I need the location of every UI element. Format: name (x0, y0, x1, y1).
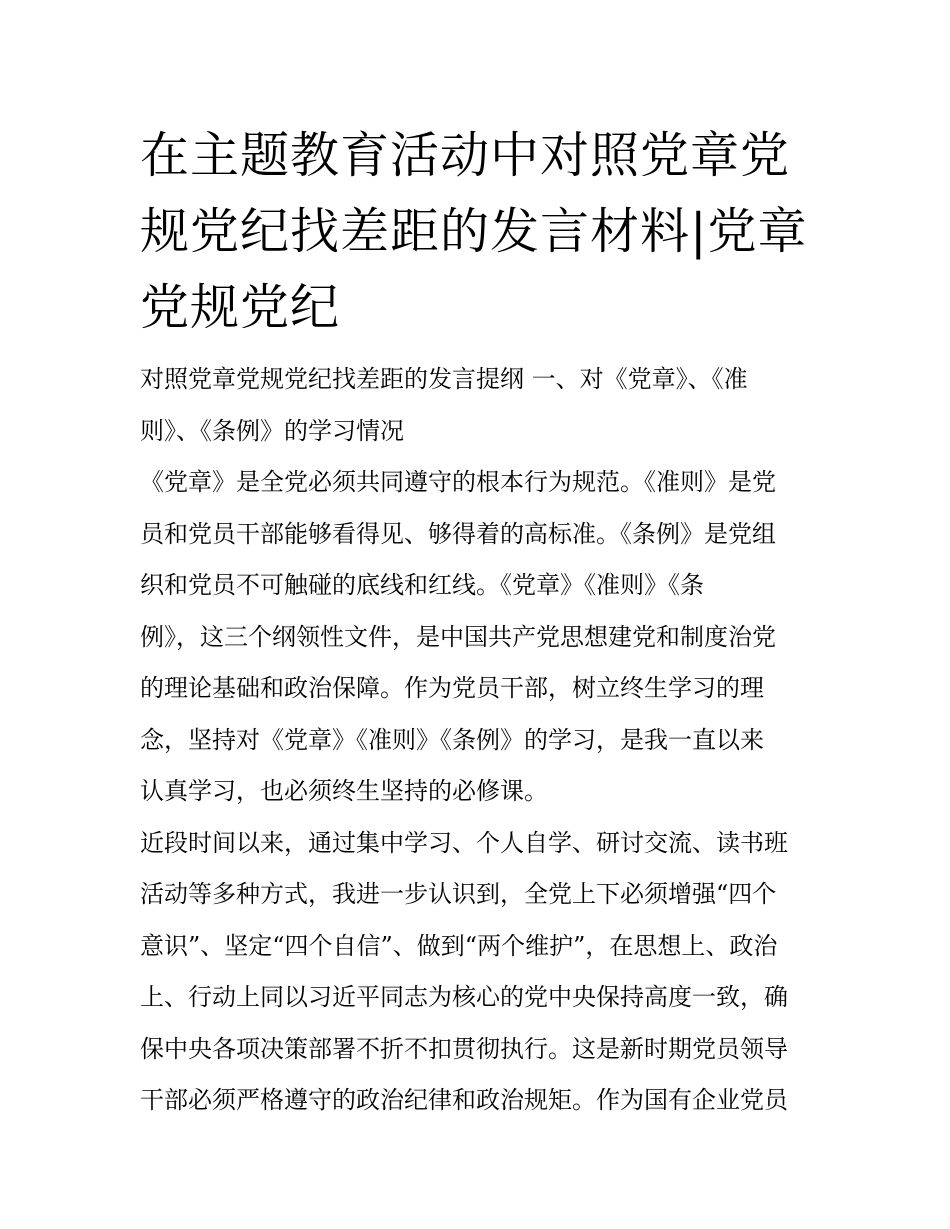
title-line-2: 规党纪找差距的发言材料|党章 (140, 203, 808, 260)
text-line: 员和党员干部能够看得见、够得着的高标准。《条例》是党组 (140, 519, 776, 548)
paragraph-outline-heading (140, 354, 820, 457)
text-line: 对照党章党规党纪找差距的发言提纲 一、对《党章》、《准 (140, 365, 748, 393)
text-line: 则》、《条例》的学习情况 (140, 416, 404, 445)
text-line: 活动等多种方式，我进一步认识到，全党上下必须增强“四个 (140, 880, 777, 908)
paragraph-documents (140, 457, 820, 818)
text-line: 干部必须严格遵守的政治纪律和政治规矩。作为国有企业党员 (140, 1086, 788, 1114)
document-title (140, 118, 820, 346)
text-line: 织和党员不可触碰的底线和红线。《党章》《准则》《条 (140, 571, 704, 599)
text-line: 上、行动上同以习近平同志为核心的党中央保持高度一致，确 (140, 983, 788, 1011)
text-line: 意识”、坚定“四个自信”、做到“两个维护”，在思想上、政治 (140, 931, 778, 960)
document-body (140, 354, 820, 1127)
title-line-1: 在主题教育活动中对照党章党 (140, 127, 791, 184)
paragraph-recent-study (140, 818, 820, 1127)
text-line: 念，坚持对《党章》《准则》《条例》的学习，是我一直以来 (140, 725, 764, 754)
title-line-3: 党规党纪 (140, 279, 341, 336)
text-line: 认真学习，也必须终生坚持的必修课。 (140, 777, 548, 805)
text-line: 的理论基础和政治保障。作为党员干部，树立终生学习的理 (140, 674, 764, 702)
text-line: 《党章》是全党必须共同遵守的根本行为规范。《准则》是党 (140, 468, 776, 496)
text-line: 保中央各项决策部署不折不扣贯彻执行。这是新时期党员领导 (140, 1034, 788, 1063)
text-line: 例》，这三个纲领性文件，是中国共产党思想建党和制度治党 (140, 622, 776, 651)
text-line: 近段时间以来，通过集中学习、个人自学、研讨交流、读书班 (140, 828, 788, 857)
